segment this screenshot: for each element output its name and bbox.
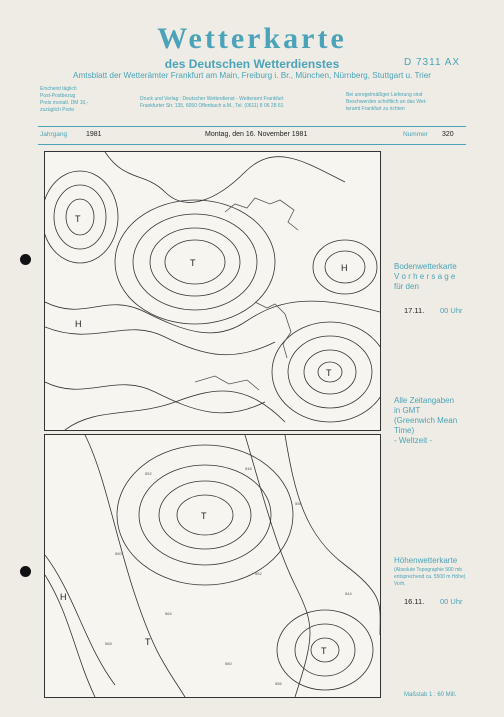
caption-line: für den — [394, 282, 419, 291]
surface-map-drawing — [45, 152, 380, 430]
svg-text:T: T — [326, 368, 332, 378]
masthead-title: Wetterkarte — [157, 22, 347, 55]
upper-map-time: 00 Uhr — [440, 597, 463, 606]
caption-line: Bodenwetterkarte — [394, 262, 457, 271]
svg-text:568: 568 — [105, 641, 112, 646]
time-note-line: Time) — [394, 426, 415, 435]
info-line: teramt Frankfurt zu richten — [346, 106, 405, 112]
info-line: zuzüglich Porto — [40, 107, 75, 113]
upper-map-date: 16.11. — [404, 597, 425, 606]
header-rule-top — [38, 126, 466, 127]
upper-map-drawing — [45, 435, 380, 697]
header-rule-bottom — [38, 144, 466, 145]
time-note-line: Alle Zeitangaben — [394, 396, 455, 405]
info-line: Druck und Verlag : Deutscher Wetterdienst - Wetteramt Frankfurt — [140, 96, 284, 102]
issue-date: Montag, den 16. November 1981 — [205, 131, 308, 138]
subscription-info — [40, 86, 88, 114]
svg-text:T: T — [190, 258, 196, 268]
svg-text:H: H — [341, 263, 348, 273]
masthead-subtitle: des Deutschen Wetterdienstes — [164, 57, 340, 71]
surface-map-time: 00 Uhr — [440, 306, 463, 315]
jahrgang-value: 1981 — [86, 131, 102, 138]
svg-text:548: 548 — [245, 466, 252, 471]
caption-line: (Absolute Topographie 500 mb — [394, 567, 463, 573]
time-note-line: (Greenwich Mean — [394, 416, 458, 425]
punch-hole — [20, 254, 31, 265]
svg-text:560: 560 — [115, 551, 122, 556]
vorh-label: Vorh. — [394, 581, 406, 587]
svg-text:544: 544 — [345, 591, 352, 596]
upper-map-subcaption — [394, 567, 465, 588]
info-line: Beschwerden schriftlich an das Wet- — [346, 99, 427, 105]
svg-text:T: T — [145, 637, 151, 647]
svg-text:556: 556 — [275, 681, 282, 686]
upper-map-caption: Höhenwetterkarte — [394, 556, 458, 565]
amtsblatt-line: Amtsblatt der Wetterämter Frankfurt am Main, Freiburg i. Br., München, Nürnberg, Stuttgart u. Trier — [73, 71, 431, 80]
caption-line: entsprechend ca. 5500 m Höhe) — [394, 574, 466, 580]
svg-text:H: H — [75, 319, 82, 329]
info-line: Post-Postbezug — [40, 93, 76, 99]
info-line: Erscheint täglich — [40, 86, 77, 92]
svg-text:H: H — [60, 592, 67, 602]
info-line: Frankfurter Str. 135, 6050 Offenbach a.M., Tel. (0611) 8 06 28 61 — [140, 103, 284, 109]
publication-code: D 7311 AX — [404, 57, 461, 68]
svg-text:T: T — [201, 511, 207, 521]
nummer-label: Nummer — [403, 131, 428, 138]
map-scale: Maßstab 1 : 60 Mill. — [404, 692, 457, 698]
jahrgang-label: Jahrgang — [40, 131, 68, 138]
surface-map-date: 17.11. — [404, 306, 425, 315]
svg-text:560: 560 — [225, 661, 232, 666]
time-note — [394, 396, 457, 446]
svg-text:552: 552 — [255, 571, 262, 576]
surface-map-caption — [394, 262, 457, 292]
info-line: Bei unregelmäßiger Lieferung sind — [346, 92, 423, 98]
svg-text:564: 564 — [165, 611, 172, 616]
caption-line: V o r h e r s a g e — [394, 272, 456, 281]
surface-forecast-map — [44, 151, 381, 431]
info-line: Preis monatl. DM 10,- — [40, 100, 89, 106]
time-note-line: in GMT — [394, 406, 421, 415]
publisher-info — [140, 96, 283, 110]
nummer-value: 320 — [442, 131, 454, 138]
svg-text:T: T — [321, 646, 327, 656]
complaint-info — [346, 92, 427, 113]
upper-air-map — [44, 434, 381, 698]
punch-hole — [20, 566, 31, 577]
svg-text:556: 556 — [295, 501, 302, 506]
time-note-line: - Weltzeit - — [394, 436, 433, 445]
svg-text:552: 552 — [145, 471, 152, 476]
svg-text:T: T — [75, 214, 81, 224]
